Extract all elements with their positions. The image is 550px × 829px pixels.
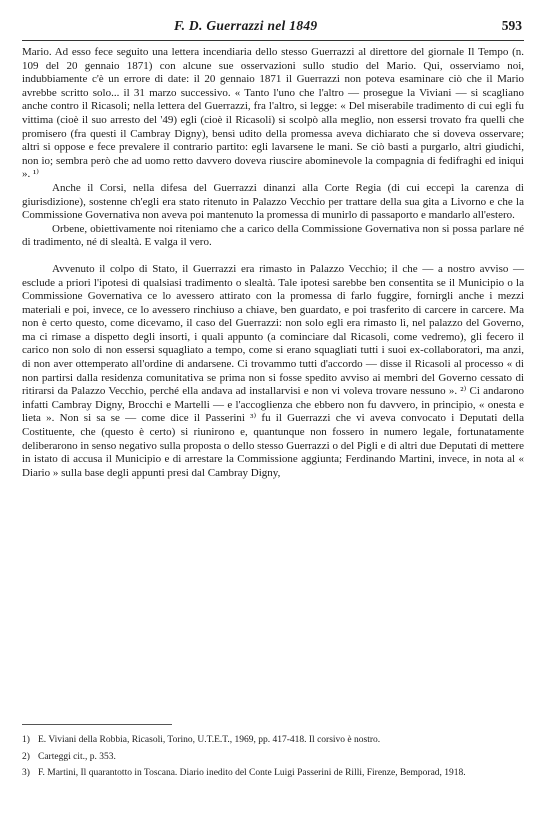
footnote-mark: 3) [22, 768, 30, 778]
footnotes [22, 734, 524, 784]
footnote-1 [22, 734, 524, 747]
page-header [24, 18, 522, 40]
paragraph-2: Anche il Corsi, nella difesa del Guerrazzi dinanzi alla Corte Regia (di cui eccepì la carenza di giurisdizione), sostenne ch'egli era stato ritenuto in Palazzo Vecchio per trattare della sua gita a Livorno e che la Commissione Governativa non aveva poi mantenuto la promessa di munirlo di passaporto e mandarlo all'estero. [22, 181, 524, 222]
footnote-mark: 1) [22, 735, 30, 745]
footnote-2 [22, 751, 524, 764]
footnote-rule [22, 724, 172, 725]
footnote-text: Carteggi cit., p. 353. [38, 751, 116, 762]
paragraph-4: Avvenuto il colpo di Stato, il Guerrazzi era rimasto in Palazzo Vecchio; il che — a nostro avviso — esclude a priori l'ipotesi di qualsiasi tradimento o slealtà. Tale ipotesi sarebbe ben consentita se il Municipio o la Commissione Governativa ce lo avessero attirato con la promessa di farlo fuggire, fornirgli anche i mezzi materiali e poi, invece, ce lo avessero rinchiuso a chiave, ben guardato, e poi trasferito di carcere in carcere. Ma non è certo questo, come dicevamo, il caso del Guerrazzi: non solo egli era rimasto lì, nel palazzo del Governo, ma ci rimase a dispetto degli insorti, i quali appunto (a cominciare dal Ricasoli, come vedremo), gli fecero il carico non solo di non essersi squagliato a tempo, come si erano squagliati tutti i suoi ex-collaboratori, ma anzi, di non aver ottemperato all'ordine di andarsene. Ci trovammo tutti d'accordo — disse il Ricasoli al processo « di non partirsi dalla residenza comunitativa se prima non si fosse spedito avviso ai membri del Governo cessato di ritirarsi da Palazzo Vecchio, perché ella andava ad installarvisi e non vi voleva trovare nessuno ». ²⁾ Ci andarono infatti Cambray Digny, Brocchi e Martelli — e l'accoglienza che ebbero non fu davvero, in principio, « onesta e lieta ». Non si sa se — come dice il Passerini ³⁾ fu il Guerrazzi che vi aveva convocato i Deputati della Costituente, che (questo è certo) si riunirono e, quantunque non fossero in numero legale, fortunatamente deliberarono in senso negativo sulla proposta o dello stesso Guerrazzi o del Pigli e di altri due Deputati di mettere in istato di accusa il Municipio e di arrestare la Commissione aggiunta; Ferdinando Martini, invece, in nota al « Diario » sulla base degli appunti presi dal Cambray Digny, [22, 262, 524, 479]
footnote-text: E. Viviani della Robbia, Ricasoli, Torino, U.T.E.T., 1969, pp. 417-418. Il corsivo è nostro. [38, 735, 381, 745]
running-title: F. D. Guerrazzi nel 1849 [174, 18, 318, 33]
header-rule [22, 40, 524, 41]
paragraph-3: Orbene, obiettivamente noi riteniamo che a carico della Commissione Governativa non si possa parlare né di tradimento, né di slealtà. E valga il vero. [22, 222, 524, 249]
footnote-text: F. Martini, Il quarantotto in Toscana. Diario inedito del Conte Luigi Passerini de Rilli, Firenze, Bemporad, 1918. [38, 768, 466, 778]
paragraph-1: Mario. Ad esso fece seguito una lettera incendiaria dello stesso Guerrazzi al direttore del giornale Il Tempo (n. 109 del 20 gennaio 1871) con alcune sue osservazioni sullo studio del Mario. Qui, osserviamo noi, indubbiamente c'è un errore di date: il 20 gennaio 1871 il Guerrazzi non poteva esaminare ciò che il Mario avrebbe scritto solo... il 31 marzo successivo. « Tanto l'uno che l'altro — prosegue la Viviani — si scagliano anche contro il Ricasoli; nella lettera del Guerrazzi, fra l'altro, si legge: « Del miserabile tradimento di cui egli fu vittima (cioè il suo arresto del '49) egli (cioè il Ricasoli) si scolpò alla meglio, non essersi trovato fra quelli che promisero (fra questi il Cambray Digny), bensì udito della promessa aveva dichiarato che si doveva osservare; altri si oppose e fece prevalere il contrario partito: egli lavarsene le mani. Se ciò basti a purgarlo, altri giudichi, non io; sembra però che ad uomo retto davvero doveva riuscire abominevole la compagnia di fedifraghi ed iniqui ». ¹⁾ [22, 46, 524, 181]
page-number: 593 [501, 18, 522, 33]
footnote-mark: 2) [22, 751, 30, 762]
footnote-3 [22, 767, 524, 780]
body-text [22, 46, 524, 480]
